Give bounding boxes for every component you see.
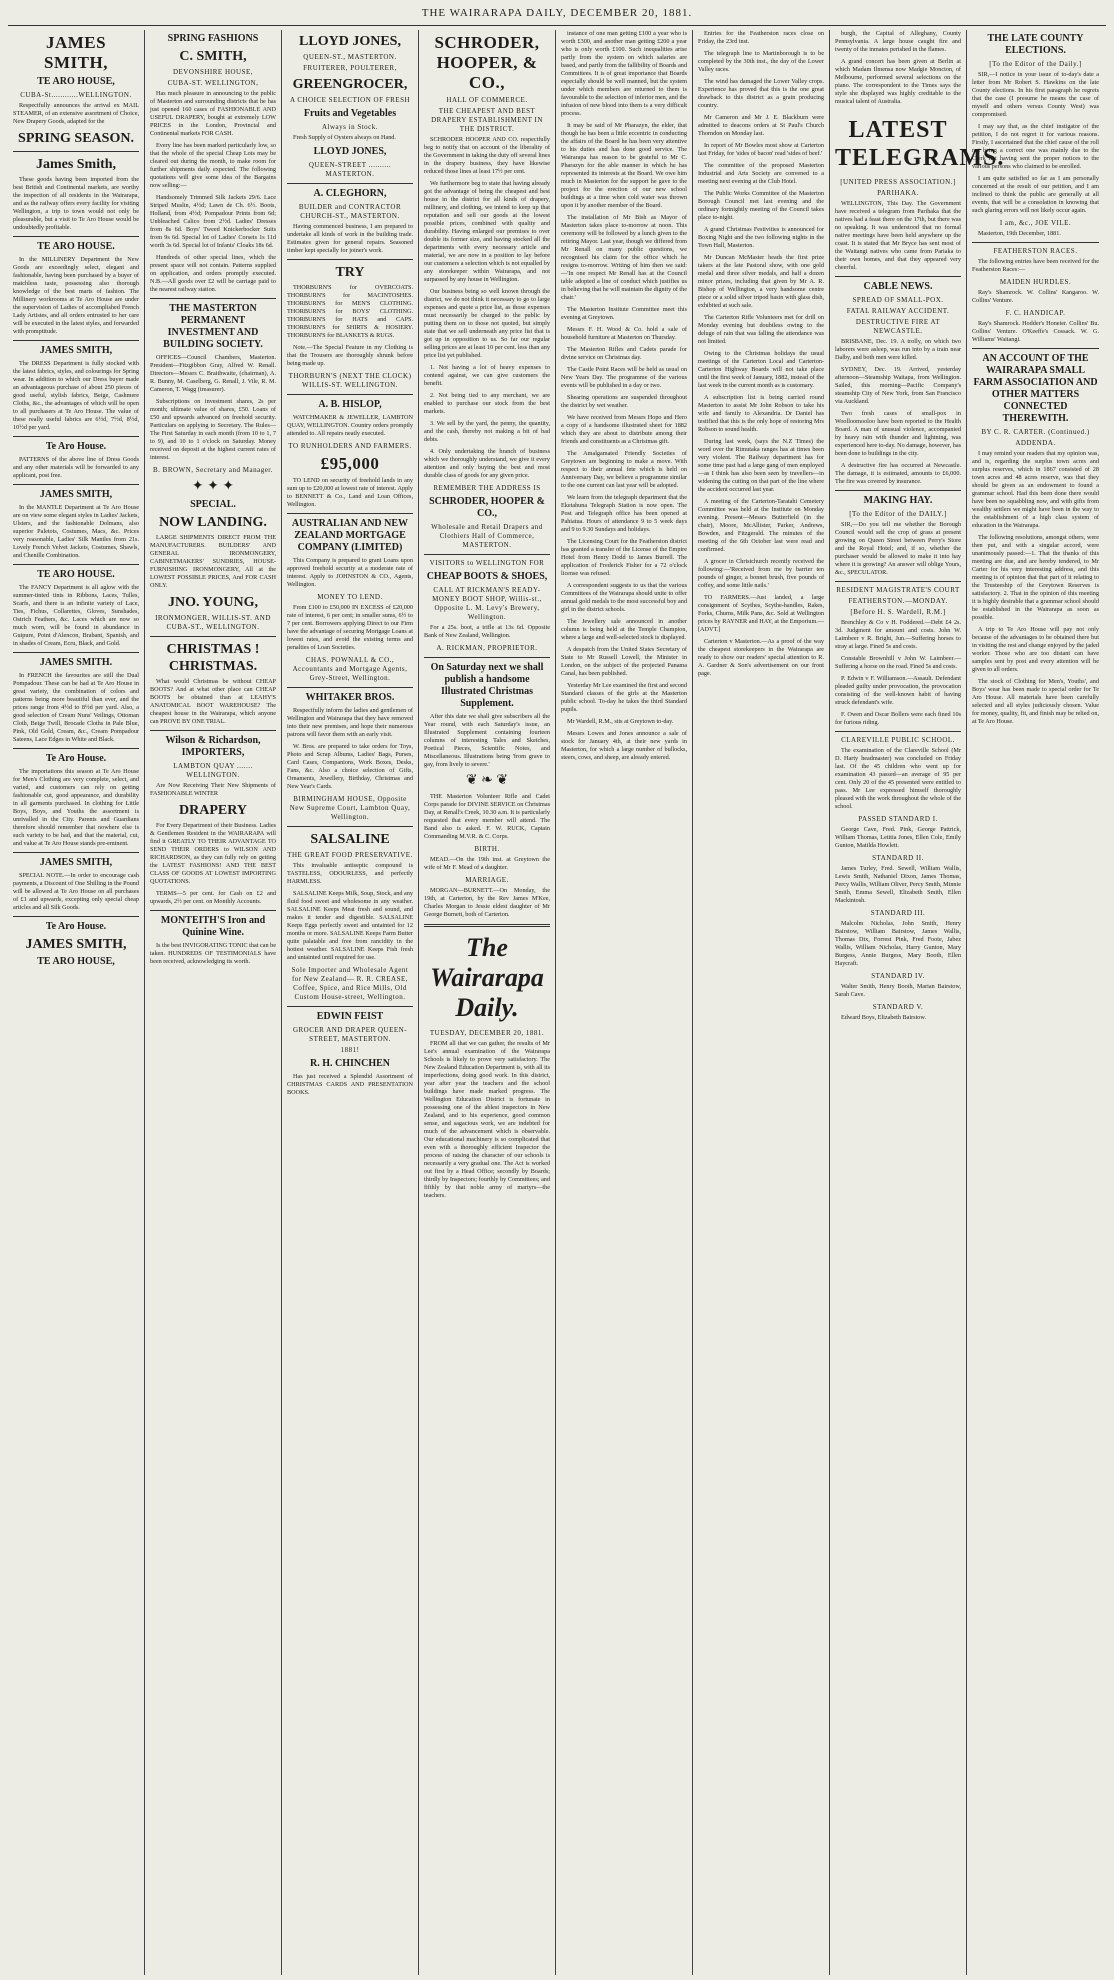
section-heading: SPRING FASHIONS (167, 33, 259, 44)
article-paragraph: SPECIAL NOTE.—In order to encourage cash payments, a Discount of One Shilling in the Pound will be allowed at Te Aro House on all purchases of £1 and upwards, excepting only special cheap articles and all Silk Goods. (13, 872, 139, 911)
caption-line: A. RICKMAN, PROPRIETOR. (436, 644, 538, 652)
article-paragraph: In FRENCH the favourites are still the Dual Pompadour. These can be had at Te Aro House in great variety, the combination of colors and patterns being more beautiful than ever, and the prices range from 4½d to 8½d per yard. Also, a good selection of Cream Nuns' Veilings, Ottoman Cloth, Beige Twill, Brocade Cloths in Pale Blue, Pink, Old Gold, Cream, &c., Cream Pompadour Sateens, Lace Edges in White and Black. (13, 672, 139, 743)
article-paragraph: The DRESS Department is fully stocked with the latest fabrics, styles, and colourings for Spring wear. In addition to which our Dress buyer made an advantageous purchase of about 250 pieces of good useful, stylish fabrics, Beige, Cashmere Cloths, &c., the advantages of which will be open to all purchasers at Te Aro House. The value of these really useful fabrics are 6½d, 7½d, 8½d, 10½d per yard. (13, 360, 139, 431)
column-rule (287, 259, 413, 260)
caption-line: GROCER AND DRAPER QUEEN-STREET, MASTERTON. (292, 1026, 408, 1043)
section-heading: MONTEITH'S Iron and Quinine Wine. (160, 915, 266, 938)
article-paragraph: I am quite satisfied so far as I am personally concerned at the result of our petition, and I am inclined to think the public are generally at all events, that will be a consolation in knowing that such glaring errors will not likely occur again. (972, 175, 1099, 214)
column-rule (13, 340, 139, 341)
article-paragraph: A grand Christmas Festivities is announced for Boxing Night and the two following nights in the Town Hall, Masterton. (698, 226, 824, 249)
column-rule (835, 490, 961, 491)
column-rule (287, 394, 413, 395)
caption-line: FRUITERER, POULTERER, (303, 64, 397, 72)
subheadline: JAMES SMITH, (25, 937, 127, 952)
caption-line: F. C. HANDICAP. (1005, 309, 1066, 317)
caption-line: BIRMINGHAM HOUSE, Opposite New Supreme Court, Lambton Quay, Wellington. (289, 795, 411, 821)
column-rule (13, 564, 139, 565)
column-rule (13, 916, 139, 917)
article-paragraph: The FANCY Department is all aglow with the summer-tinted tints in Ribbons, Laces, Tulles, Scarfs, and there is an infinite variety of Lace, Ties, Fichus, Collarettes, Gloves, Sunshades, Ostrich Feathers, &c. Laces which are now so much worn, will be found in abundance in Guipure, Point d'Alencon, Brabant, Spanish, and in shades of Cream, Ecru, Black, and Gold. (13, 584, 139, 647)
column-8 (967, 30, 1104, 1975)
subheadline: NOW LANDING. (159, 515, 267, 530)
caption-line: PARIHAKA. (877, 189, 919, 197)
section-heading: CHEAP BOOTS & SHOES, (426, 571, 548, 582)
article-paragraph: Malcolm Nicholas, John Smith, Henry Bairstow, William Bairstow, James Wallis, Thomas Dix, Forrest Pink, Fred Foote, Jabez Wallis, William Nicholas, Harry Gunton, Mary Burgess, Annie Burgess, Mary Booth, Ellen Haycraft. (835, 920, 961, 967)
column-rule (287, 183, 413, 184)
caption-line: [Before H. S. Wardell, R.M.] (850, 608, 946, 616)
subheadline: CHRISTMAS ! CHRISTMAS. (166, 642, 260, 674)
caption-line: FEATHERSTON RACES. (993, 247, 1078, 255)
subheadline: DRAPERY (179, 803, 247, 818)
caption-line: MONEY TO LEND. (317, 593, 383, 601)
caption-line: VISITORS to WELLINGTON FOR (429, 559, 545, 567)
article-paragraph: A grocer in Christchurch recently received the following:—'Received from me by barrier ten pounds of ginger, a bonnet brush, five pounds of coffey, and some little nails.' (698, 558, 824, 589)
article-paragraph: Carterton v Masterton.—As a proof of the way the cheapest storekeepers in the Wairarapa are ready to show our readers' special attention to R. A. Gardner & Son's advertisement on our front page. (698, 638, 824, 677)
caption-line: LAMBTON QUAY ....... WELLINGTON. (173, 762, 253, 779)
article-paragraph: Messrs Lowes and Jones announce a sale of stock for January 4th, at their new yards in Masterton, for which a large number of bullocks, steers, cows, and sheep, are already entered. (561, 730, 687, 761)
article-paragraph: Every line has been marked particularly low, so that the whole of the special Cheap Lots may be cleared out during the month, to make room for further shipments daily expected. The following quotations will give some idea of the Bargains now selling:— (150, 142, 276, 189)
column-rule (13, 652, 139, 653)
article-paragraph: The Masterton Institute Committee meet this evening at Greytown. (561, 306, 687, 321)
article-paragraph: A meeting of the Carterton-Taratahi Cemetery Committee was held at the Institute on Monday evening. Present—Messrs Butterfield (in the chair), Moore, McAllister, Parker, Andrews, Bowden, and Fitzgerald. The minutes of the meeting of the 6th October last were read and confirmed. (698, 498, 824, 553)
column-rule (287, 1006, 413, 1007)
article-paragraph: F. Owen and Oscar Bollers were each fined 10s for furious riding. (835, 711, 961, 726)
caption-line: BUILDER and CONTRACTOR CHURCH-ST., MASTERTON. (298, 203, 402, 220)
column-7 (830, 30, 1005, 1975)
article-paragraph: The installation of Mr Bish as Mayor of Masterton takes place to-morrow at noon. This ceremony will be followed by a lunch given to the retiring Mayor. Last year, though we differed from Mr Renall on many public questions, we recognised his claim for the office which he resigns to-morrow. Writing of him then we said:—'In one respect Mr Renall has at the Council table adopted a line of conduct which justifies us in believing that he will maintain the dignity of the chair.' (561, 214, 687, 301)
article-paragraph: TERMS—5 per cent. for Cash on £2 and upwards, 2½ per cent. on Monthly Accounts. (150, 890, 276, 905)
subheadline: TRY (335, 265, 365, 280)
caption-line: CALL AT RICKMAN'S READY-MONEY BOOT SHOP, Willis-st., Opposite L. M. Levy's Brewery, Wellington. (432, 586, 542, 621)
article-paragraph: Having commenced business, I am prepared to undertake all kinds of work in the building trade. Estimates given for general repairs. Seasoned timber kept specially for joiner's work. (287, 223, 413, 254)
caption-line: STANDARD II. (872, 854, 924, 862)
section-heading: A. CLEGHORN, (313, 188, 387, 199)
article-paragraph: We learn from the telegraph department that the Eketahuna Telegraph Station is now open. The Post and Telegraph office has been opened at Pahiatua. Hours of attendance 9 to 5 week days and 9 to 9.30 Sundays and holidays. (561, 494, 687, 533)
article-paragraph: From £100 to £50,000 IN EXCESS of £20,000 rate of interest, 6 per cent; in smaller sums, 6½ to 7 per cent. Borrowers applying Direct to our Firm have the advantage of securing Mortgage Loans at lowest rates, and avoid the existing terms and penalties of Loan Societies. (287, 604, 413, 651)
article-paragraph: Entries for the Featherston races close on Friday, the 23rd inst. (698, 30, 824, 45)
column-rule (424, 657, 550, 658)
headline: £95,000 (320, 454, 380, 473)
caption-line: SPREAD OF SMALL-POX. (852, 296, 944, 304)
headline: JAMES SMITH, (44, 33, 108, 72)
subheadline: James Smith, (35, 157, 117, 172)
section-heading: THE LATE COUNTY ELECTIONS. (987, 33, 1084, 56)
article-paragraph: 3. We sell by the yard, the penny, the quantity, and the cash, thereby not making a bit of bad debts. (424, 420, 550, 443)
article-paragraph: For Every Department of their Business. Ladies & Gentlemen Resident in the WAIRARAPA will find it GREATLY TO THEIR ADVANTAGE TO SEND THEIR ORDERS to WILSON AND RICHARDSON, as they can fully rely on getting the LATEST FASHIONS! AND THE BEST CLASS OF GOODS AT LOWEST IMPORTING QUOTATIONS. (150, 822, 276, 885)
article-paragraph: The Castle Point Races will be held as usual on New Years Day. The programme of the various events will be published in a day or two. (561, 366, 687, 389)
section-heading: A. B. HISLOP, (318, 399, 382, 410)
article-paragraph: The Public Works Committee of the Masterton Borough Council met last evening and the ordinary fortnightly meeting of the Council takes place to-night. (698, 190, 824, 221)
caption-line: MAIDEN HURDLES. (999, 278, 1072, 286)
masthead: THE WAIRARAPA DAILY, DECEMBER 20, 1881. (421, 7, 693, 19)
article-paragraph: Handsomely Trimmed Silk Jackets 29/6. Lace Striped Muslin, 4½d; Lawn de Ch. 6½. Boots, Holland, from 4½d; Pompadour Prints from 6d; Unbleached Calico from 2½d. Ladies' Dresses from 8s 6d. Boys' Tweed Knickerbocker Suits from 9s 6d. Special lot of Ladies' Corsets 1s 11d worth 3s 6d. Special lot of Infants' Cloaks 18s 6d. (150, 194, 276, 249)
section-heading: JAMES SMITH, (39, 489, 113, 500)
section-heading: Te Aro House. (45, 753, 107, 764)
caption-line: HALL OF COMMERCE. (446, 96, 528, 104)
section-heading: TE ARO HOUSE. (37, 241, 115, 252)
column-rule (13, 236, 139, 237)
caption-line: DEVONSHIRE HOUSE, (172, 68, 254, 76)
caption-line: Wholesale and Retail Drapers and Clothiers Hall of Commerce, MASTERTON. (431, 523, 543, 549)
column-rule (150, 298, 276, 299)
caption-line: Sole Importer and Wholesale Agent for New Zealand— R. R. CREASE, Coffee, Spice, and Rice Mills, Old Custom House-street, Wellington. (291, 966, 409, 1001)
article-paragraph: The telegraph line to Martinborough is to be completed by the 30th inst., the day of the Lower Valley races. (698, 50, 824, 73)
section-heading: TE ARO HOUSE. (37, 569, 115, 580)
column-rule (835, 731, 961, 732)
article-paragraph: P. Edwin v F. Williamson.—Assault. Defendant pleaded guilty under provocation, the provocation consisting of the well-known habit of having struck defendant's wife. (835, 675, 961, 706)
section-heading: MAKING HAY. (863, 495, 933, 506)
caption-line: [UNITED PRESS ASSOCIATION.] (840, 178, 956, 186)
article-paragraph: Walter Smith, Henry Booth, Marian Bairstow, Sarah Cave. (835, 983, 961, 998)
caption-line: TUESDAY, DECEMBER 20, 1881. (429, 1029, 545, 1037)
article-paragraph: A trip to Te Aro House will pay not only because of the advantages to be obtained there but in visiting the rest and change enjoyed by the jaded worker. Those who are too distant can have samples sent by post and every attention will be given to all orders. (972, 626, 1099, 673)
caption-line: CUBA-St............WELLINGTON. (20, 91, 132, 99)
column-6 (693, 30, 830, 1975)
article-paragraph: Shearing operations are suspended throughout the district by wet weather. (561, 394, 687, 409)
article-paragraph: The following resolutions, amongst others, were then put, and with a singular accord, were unanimously passed:—1. That the thanks of this meeting are due, and are hereby tendered, to Mr Carter for his very interesting address, and this meeting is of opinion that that part of it relating to the Trusteeship of the Greytown Reserves is satisfactory. 2. That in the opinion of this meeting it is highly desirable that a grammar school should be established in the Wairarapa as soon as possible. (972, 534, 1099, 621)
article-paragraph: In the MANTLE Department at Te Aro House are on view some elegant styles in Ladies' Jackets, Ulsters, and the fashionable Dolmans, also superior Paletots, Costumes, Macs, &c. Prices very reasonable, Ladies' Silk Mantles from 21s. Lovely French Velvet Jackets, Costumes, Shawls, and Chenille Combination. (13, 504, 139, 559)
section-heading: LLOYD JONES, (313, 146, 387, 157)
article-paragraph: Two fresh cases of small-pox in Woolloomooloo have been reported to the Health Board. A man of unusual violence, accompanied by heavy rain with thunder and lightning, was experienced here to-day. No damage, however, has been done to buildings in the city. (835, 410, 961, 457)
article-paragraph: 2. Not being tied to any merchant, we are enabled to purchase our stock from the best markets. (424, 392, 550, 415)
article-paragraph: I may remind your readers that my opinion was, and is, regarding the surplus town acres and surplus reserves, which in 1867 consisted of 28 town acres and 48 acres reserve, was that they should be given as an endowment to found a grammar school. Had this been done there would have been no squabbling now, and with gifts from wealthy settlers we might have been in the way to the establishment of a high class system of education in the Wairarapa. (972, 450, 1099, 529)
subheadline: GREENGROCER, (292, 77, 408, 92)
article-paragraph: Ray's Shamrock. Hodder's Honeier. Collins' Bu. Collins' Venture. O'Keeffe's Cossack. W. G. Williams' Waitangi. (972, 320, 1099, 343)
article-paragraph: 4. Only undertaking the branch of business which we thoroughly understand, we give it every attention and only buying the best and most durable class of goods for any given price. (424, 448, 550, 479)
section-heading: Te Aro House. (45, 441, 107, 452)
article-paragraph: The Amalgamated Friendly Societies of Greytown are beginning to make a move. With respect to their annual fete which is held on Anniversary Day, we believe a programme similar to the one current can last year will be adopted. (561, 450, 687, 489)
caption-line: THE GREAT FOOD PRESERVATIVE. (287, 851, 413, 859)
article-paragraph: I may say that, as the chief instigator of the petition, I do not regret it for various reasons. Firstly, I ascertained that the chief cause of the roll not being a correct one was mainly due to the Clerk not having sent the proper notices to the various persons who claimed to be enrolled. (972, 123, 1099, 170)
caption-line: I am, &c., JOE VILE. (999, 219, 1072, 227)
article-paragraph: Respectfully announces the arrival ex MAIL STEAMER, of an extensive assortment of Choice, New Drapery Goods, adapted for the (13, 102, 139, 125)
column-3 (282, 30, 419, 1975)
article-paragraph: THE Masterton Volunteer Rifle and Cadet Corps parade for DIVINE SERVICE on Christmas Day, at Renall's Creek, 10.30 a.m. It is particularly requested that every member will attend. The Band also is asked. F. W. RUCK, Captain Commanding M.V.R. & C. Corps. (424, 793, 550, 840)
article-paragraph: What would Christmas be without CHEAP BOOTS? And at what other place can CHEAP BOOTS be obtained than at LEAHY'S ANATOMICAL BOOT WAREHOUSE? The cheapest house in the Wairarapa, which anyone can PROVE BY ONE TRIAL. (150, 678, 276, 725)
column-1 (8, 30, 145, 1975)
article-paragraph: Edward Boys, Elizabeth Bairstow. (841, 1014, 927, 1021)
article-paragraph: THORBURN'S for OVERCOATS. THORBURN'S for MACINTOSHES. THORBURN'S for MEN'S CLOTHING. THORBURN'S for BOYS' CLOTHING. THORBURN'S for HATS and CAPS. THORBURN'S for SHIRTS & HOSIERY. THORBURN'S for BLANKETS & RUGS. (287, 284, 413, 339)
article-paragraph: The wind has damaged the Lower Valley crops. Experience has proved that this is the one great drawback to this district as a grain producing country. (698, 78, 824, 109)
article-paragraph: SYDNEY, Dec. 19. Arrived, yesterday afternoon—Steamship Waitapa, from Wellington. Sailed, this morning—Pacific Company's steamship City of New York, from San Francisco via Auckland. (835, 366, 961, 405)
subheadline: SPRING SEASON. (18, 131, 134, 146)
article-paragraph: This Company is prepared to grant Loans upon approved freehold security at a moderate rate of interest. Apply to JOHNSTON & CO., Agents, Wellington. (287, 557, 413, 588)
article-paragraph: MORGAN—BURNETT.—On Monday, the 19th, at Carterton, by the Rev James M'Kee, Charles Morgan to Jessie eldest daughter of Mr George Burnett, both of Carterton. (424, 887, 550, 918)
section-heading: WHITAKER BROS. (305, 692, 395, 703)
article-paragraph: Yesterday Mr Lee examined the first and second Standard classes of the girls at the Masterton public school. To-day he takes the third Standard pupils. (561, 682, 687, 713)
section-heading: On Saturday next we shall publish a handsome Illustrated Christmas Supplement. (430, 662, 544, 709)
caption-line: Always in Stock. (321, 123, 379, 131)
caption-line: [To the Editor of the Daily.] (989, 60, 1082, 68)
article-paragraph: A subscription list is being carried round Masterton to assist Mr John Robson to take his wife and family to Alexandria. Dr Daniel has testified that this is the only hope of restoring Mrs Robson to sound health. (698, 394, 824, 433)
caption-line: THORBURN'S (NEXT THE CLOCK) WILLIS-ST. WELLINGTON. (288, 372, 412, 389)
caption-line: REMEMBER THE ADDRESS IS (433, 484, 541, 492)
article-paragraph: Mr Duncan McMaster heads the first prize takers at the late Pastoral show, with one gold medal and three silver medals, and half a dozen minor prizes, including that given by Mr A. R. Bishop of Wellington, a very handsome centre piece or a solid silver tripod basin with glass dish, exhibited at such sale. (698, 254, 824, 309)
column-rule (13, 436, 139, 437)
caption-line: DESTRUCTIVE FIRE AT NEWCASTLE. (855, 318, 941, 335)
subheadline: C. SMITH, (179, 49, 247, 64)
ornament: ✦ ✦ ✦ (191, 479, 235, 494)
column-rule (835, 581, 961, 582)
article-paragraph: LARGE SHIPMENTS DIRECT FROM THE MANUFACTURERS. BUILDERS' AND GENERAL IRONMONGERY, CABINETMAKERS' SUNDRIES, HOUSE-FURNISHING IRONMONGERY, All at the LOWEST POSSIBLE PRICES, And FOR CASH ONLY. (150, 534, 276, 589)
article-paragraph: These goods having been imported from the best British and Continental markets, are worthy the inspection of all residents in the Wairarapa, and as the railway offers every facility for visiting Wellington, a trip to town would not only be pleasurable, but a visit to Te Aro House would be undoubtedly profitable. (13, 176, 139, 231)
section-heading: THE MASTERTON PERMANENT INVESTMENT AND BUILDING SOCIETY. (163, 303, 263, 350)
article-paragraph: MEAD.—On the 19th inst. at Greytown the wife of Mr F. Mead of a daughter. (424, 856, 550, 871)
column-5 (556, 30, 693, 1975)
column-rule (287, 826, 413, 827)
article-paragraph: Brenchley & Co v H. Foddered.—Debt £4 2s. 3d. Judgment for amount and costs. John W. Laimbeer v R. Bright, Jun.—Suffering horses to stray at large. Fined 5s and costs. (835, 619, 961, 650)
section-heading: JAMES SMITH. (39, 657, 113, 668)
article-paragraph: In report of Mr Bowles most show at Carterton last Friday, for 'sides of bacon' read 'sides of beef.' (698, 142, 824, 157)
article-paragraph: TO LEND on security of freehold lands in any sum up to £20,000 at lowest rate of interest. Apply to BENNETT & Co., Land and Loan Offices, Wellington. (287, 477, 413, 508)
article-paragraph: 1. Not having a lot of heavy expenses to contend against, we can give customers the benefit. (424, 364, 550, 387)
article-paragraph: A correspondent suggests to us that the various Committees of the Wairarapa should unite to offer annual gold medals to the most successful boy and girl in the district schools. (561, 582, 687, 613)
article-paragraph: Ray's Shamrock. W. Collins' Kangaroo. W. Collins' Venture. (972, 289, 1099, 304)
section-heading: TE ARO HOUSE, (37, 956, 115, 967)
section-heading: EDWIN FEIST (316, 1011, 384, 1022)
section-heading: AUSTRALIAN AND NEW ZEALAND MORTGAGE COMPANY (LIMITED) (291, 518, 409, 553)
caption-line: STANDARD V. (872, 1003, 924, 1011)
subheadline: SALSALINE (310, 832, 390, 847)
masthead-rule (8, 25, 1106, 26)
article-paragraph: Mr Cameron and Mr J. E. Blackburn were admitted to deacons orders at St Paul's Church Thorndon on Monday last. (698, 114, 824, 137)
article-paragraph: Masterton, 19th December, 1881. (978, 230, 1061, 237)
subheadline: LLOYD JONES, (299, 34, 401, 49)
column-4 (419, 30, 556, 1975)
section-heading: SPECIAL. (190, 499, 236, 510)
article-paragraph: WATCHMAKER & JEWELLER, LAMBTON QUAY, WELLINGTON. Country orders promptly attended to. All repairs neatly executed. (287, 414, 413, 437)
article-paragraph: During last week, (says the N.Z Times) the word over the Rimutaka ranges has at times been very violent. The Railway department has for some time past had a large gang of men employed—as I think has also been seen by travellers—in widening the cutting on that part of the line where the accident occurred last year. (698, 438, 824, 493)
article-paragraph: OFFICES—Council Chambers, Masterton. President—Fitzgibbon Gray, Alfred W. Renall. Directors—Messrs C. Braithwaite, (chairman), A. R. Bunny, M. Caselberg, G. Renall, J. Vile, R. M. Cameron, T. Wagg (treasurer). (150, 354, 276, 393)
caption-line: A CHOICE SELECTION OF FRESH (289, 96, 411, 104)
article-paragraph: WELLINGTON, This Day. The Government have received a telegram from Parihaka that the natives had a feast there on the 17th, but there was no speaking. It was understood that no formal native meetings have been held anywhere up the coast. It is stated that Mr Bryce has sent most of the Waitangi natives who came from Pariaka to their own homes, and that they appeared very cheerful. (835, 200, 961, 271)
article-paragraph: We furthermore beg to state that having already got the advantage of being the cheapest and best house in the district for all kinds of drapery, millinery, and clothing, we intend to keep up that reputation and sell our goods at the lowest possible prices, combined with quality and durability. Having enlarged our premises to over double its former size, and having stocked all the departments with every necessary article and material, we are now in a position to lay before our customers a selection which is not equalled by any storekeeper within Wairarapa, and not surpassed by any house in Wellington. (424, 180, 550, 283)
caption-line: THE CHEAPEST AND BEST DRAPERY ESTABLISHMENT IN THE DISTRICT. (431, 107, 543, 133)
article-paragraph: It may be said of Mr Pharazyn, the elder, that though he has been a little eccentric in conducting the affairs of the Board he has been very attentive to his duties and has done good service. The Wairarapa has reason to be grateful to Mr C. Pharazyn for the able manner in which he has represented its interests at the Board. We owe him much in Masterton for the support he gave to the project for the erection of our new school buildings at a time when cold water was thrown upon it by another member of the Board. (561, 122, 687, 209)
column-rule (150, 636, 276, 637)
section-heading: AN ACCOUNT OF THE WAIRARAPA SMALL FARM ASSOCIATION AND OTHER MATTERS CONNECTED THEREWITH. (973, 353, 1098, 424)
caption-line: FATAL RAILWAY ACCIDENT. (846, 307, 950, 315)
article-paragraph: Owing to the Christmas holidays the usual meetings of the Carterton Local and Carterton-Carterton Highway Boards will not take place until the first week of January, 1882, instead of the last week in the current month as is customary. (698, 350, 824, 389)
article-paragraph: SALSALINE Keeps Milk, Soup, Stock, and any fluid food sweet and wholesome in any weather. SALSALINE Keeps Meat fresh and sound, and makes it tender and digestible. SALSALINE Keeps Eggs perfectly sweet and untainted for 12 months or more. SALSALINE Keeps Farm Butter quite palatable and free from rancidity in the hottest weather. SALSALINE Keeps Fish fresh and untainted until required for use. (287, 890, 413, 961)
article-paragraph: Note.—The Special Feature in my Clothing is that the Trousers are thoroughly shrunk before being made up. (287, 344, 413, 367)
article-paragraph: instance of one man getting £100 a year who is worth £300, and another man getting £200 a year who is only worth £100. Such inequalities arise partly from the system on which salaries are based, and partly from the fallibility of Boards and Committees. It is of great importance that Boards especially should be well manned, but the system under which members are returned to them is favourable to the selection of inferior men, and the infusion of new blood into them is a very difficult process. (561, 30, 687, 117)
caption-line: TO RUNHOLDERS AND FARMERS. (288, 442, 412, 450)
caption-line: CUBA-ST. WELLINGTON, (167, 79, 259, 87)
column-rule (13, 151, 139, 152)
column-rule (972, 242, 1099, 243)
caption-line: [To the Editor of the DAILY.] (849, 510, 947, 518)
caption-line: IRONMONGER, WILLIS-ST. AND CUBA-ST., WELLINGTON. (155, 614, 271, 631)
column-rule (150, 730, 276, 731)
article-paragraph: The examination of the Clareville School (Mr D. Harty headmaster) was concluded on Friday last. Of the 45 children who went up for examination 43 passed—an average of 95 per cent. Only 20 of the 45 presented were entitled to pass. Mr Lee expressed himself thoroughly pleased with the work throughout the whole of the school. (835, 747, 961, 810)
article-paragraph: James Turley, Fred. Sewell, William Wallis, Lewis Smith, Nathaniel Dixon, James Thomas, Percy Wallis, William Oliver, Percy Smith, Minnie Smith, Emma Sewell, Elizabeth Smith, Ellen Mackintosh. (835, 865, 961, 904)
article-paragraph: Constable Brownhill v John W. Laimbeer.—Suffering a horse on the road. Fined 5s and costs. (835, 655, 961, 670)
caption-line: QUEEN-STREET .......... MASTERTON. (308, 161, 392, 178)
article-paragraph: This invaluable antiseptic compound is TASTELESS, ODOURLESS, and perfectly HARMLESS. (287, 862, 413, 885)
caption-line: PASSED STANDARD I. (858, 815, 938, 823)
column-rule (287, 687, 413, 688)
article-paragraph: SIR,—Do you tell me whether the Borough Council would sell the crop of grass at present growing on Queen Street between Perry's Store and the Royal Hotel; and, if so, whether the purchaser would be allowed to make it into hay where it is growing? An answer will oblige Yours, &c., SPECULATOR. (835, 521, 961, 576)
column-rule (424, 554, 550, 555)
article-paragraph: Is the best INVIGORATING TONIC that can be taken. HUNDREDS OF TESTIMONIALS have been received, acknowledging its worth. (150, 942, 276, 965)
caption-line: CLAREVILLE PUBLIC SCHOOL. (841, 736, 955, 744)
article-paragraph: A destructive fire has occurred at Newcastle. The damage, it is estimated, amounts to £6,000. The fire was covered by insurance. (835, 462, 961, 485)
article-paragraph: The Licensing Court for the Featherston district has granted a transfer of the License of the Empire Hotel from Henry Dodd to James Burrell. The application of Frederick Fisher for a 72 o'clock license was refused. (561, 538, 687, 577)
article-paragraph: Has just received a Splendid Assortment of CHRISTMAS CARDS AND PRESENTATION BOOKS. (287, 1073, 413, 1096)
article-paragraph: PATTERNS of the above line of Dress Goods and any other materials will be forwarded to any applicant, post free. (13, 456, 139, 479)
caption-line: QUEEN-ST., MASTERTON. (303, 53, 397, 61)
column-rule (13, 748, 139, 749)
column-rule (13, 484, 139, 485)
headline: SCHRODER, HOOPER, & CO., (434, 33, 540, 92)
section-heading: CABLE NEWS. (863, 281, 933, 292)
article-paragraph: The Carterton Rifle Volunteers met for drill on Monday evening but doubtless owing to the deluge of rain that was falling the attendance was not limited. (698, 314, 824, 345)
column-rule (424, 924, 550, 927)
section-heading: TE ARO HOUSE, (37, 76, 115, 87)
article-paragraph: We have received from Messrs Hopo and Hero a copy of a handsome illustrated sheet for 1882 which they are about to distribute among their friends and constituents as a Christmas gift. (561, 414, 687, 445)
article-paragraph: FROM all that we can gather, the results of Mr Lee's annual examination of the Wairarapa Schools is likely to prove very satisfactory. The New Zealand Education Department is, with all its imperfections, doing good work. In this district, year after year the teachers and the school buildings have made marked progress. The Wellington Education District is fortunate in possessing one of the ablest inspectors in New Zealand, and to his experience, good common sense, and sagacious work, we are indebted for much of the advancement which is observable. Our educational machinery is so complicated that even with a thoroughly efficient Inspector the process of raising the character of our schools is necessarily a very gradual one. The Act is worked out first by a Head Office; secondly by Boards; thirdly by Inspectors; fourthly by Committees; and fifthly by that noble army of martyrs—the teachers. (424, 1040, 550, 1199)
article-paragraph: SIR,—I notice in your issue of to-day's date a letter from Mr Robert S. Hawkins on the late County elections. In his first paragraph he regrets that the case (I presume he means the case of myself and others versus County West) was compromised. (972, 71, 1099, 118)
article-paragraph: The following entries have been received for the Featherston Races:— (972, 258, 1099, 273)
article-paragraph: In the MILLINERY Department the New Goods are exceedingly select, elegant and fashionable, having been purchased by a buyer of matchless taste, possessing also thorough knowledge of the best marts of fashion. The Millinery workrooms at Te Aro House are under the supervision of Ladies of accomplished French Lady Artistes, and all orders entrusted to her care will be executed in the latest styles, and forwarded with promptitude. (13, 256, 139, 335)
caption-line: STANDARD IV. (871, 972, 925, 980)
article-paragraph: W. Bros. are prepared to take orders for Toys, Photo and Scrap Albums, Ladies' Bags, Purses, Card Cases, Companions, Work Boxes, Desks, Fans, &c. Also a choice selection of Gifts, Ornaments, Jewellery, Birthday, Christmas and New Year's Cards. (287, 743, 413, 790)
section-heading: SCHRODER, HOOPER & CO., (429, 496, 545, 519)
column-2 (145, 30, 282, 1975)
caption-line: MARRIAGE. (465, 876, 509, 884)
caption-line: 1881! (340, 1046, 360, 1054)
section-heading: JAMES SMITH, (39, 857, 113, 868)
article-paragraph: Our business being so well known through the district, we do not think it necessary to go to large expenses and quote a price list, as those expenses must necessarily be charged to the public by putting them on to those not quoted, but simply state that we sell underneath any price list that is got up in opposition to us. So far our regular selling prices are at least 10 per cent. less than any price list yet published. (424, 288, 550, 359)
column-rule (972, 348, 1099, 349)
article-paragraph: Respectfully inform the ladies and gentlemen of Wellington and Wairarapa that they have removed into their new premises, and hope their numerous patrons will favor them with an early visit. (287, 707, 413, 738)
caption-line: FEATHERSTON.—MONDAY. (848, 597, 948, 605)
section-heading: R. H. CHINCHEN (309, 1058, 390, 1069)
caption-line: BIRTH. (474, 845, 500, 853)
column-rule (287, 513, 413, 514)
article-paragraph: The Masterton Rifles and Cadets parade for divine service on Christmas day. (561, 346, 687, 361)
caption-line: ADDENDA. (1015, 439, 1056, 447)
article-paragraph: Hundreds of other special lines, which the present space will not contain. Patterns supplied on application, and orders promptly executed. N.B.—All goods over £2 will be carriage paid to the nearest railway station. (150, 254, 276, 293)
article-paragraph: Has much pleasure in announcing to the public of Masterton and surrounding districts that he has just opened 160 cases of FASHIONABLE AND USEFUL DRAPERY, bought at extremely LOW PRICES in the London, Provincial and Continental markets FOR CASH. (150, 90, 276, 137)
article-paragraph: SCHRODER HOOPER AND CO. respectfully beg to notify that on account of the liberality of the Government in taking the duty off several lines in the drapery business, they have likewise reduced those lines at least 17½ per cent. (424, 136, 551, 175)
subheadline: JNO. YOUNG, (167, 595, 259, 610)
section-heading: Fruits and Vegetables (303, 108, 397, 119)
article-paragraph: After this date we shall give subscribers all the Year round, with each Saturday's issue, an Illustrated Supplement containing fourteen columns of interesting Tales and Sketches, Poetical Pieces, Scientific Notes, and Miscellaneous. Illustrations being 'from grave to gay, from lively to severe.' (424, 713, 550, 768)
article-paragraph: The Jewellery sale announced in another column is being held at the Temple Champion, where a large and well-selected stock is displayed. (561, 618, 687, 641)
article-paragraph: A grand concert has been given at Berlin at which Madam Ilmensa now Madgie Moncton, of Melbourne, performed several selections on the piano. The correspondent to the Times says the style she displayed was highly creditable to the musical talent of Australia. (835, 58, 961, 105)
section-heading: JAMES SMITH, (39, 345, 113, 356)
telegrams-heading: LATEST TELEGRAMS. (835, 117, 1005, 171)
column-rule (835, 276, 961, 277)
article-paragraph: BRISBANE, Dec. 19. A trolly, on which two laborers were asleep, was run into by a train near Dalby, and both men were killed. (835, 338, 961, 361)
caption-line: BY C. R. CARTER. (Continued.) (981, 428, 1090, 436)
caption-line: CHAS. POWNALL & CO., Accountants and Mortgage Agents, Grey-Street, Wellington. (292, 656, 408, 682)
article-paragraph: George Cave, Fred. Pink, George Pattrick, William Thomas, Letitia Jones, Ellen Cole, Emily Gunton, Matilda Howlett. (835, 826, 961, 849)
article-paragraph: The committee of the proposed Masterton Industrial and Arts Society are convened to a meeting next evening at the Club Hotel. (698, 162, 824, 185)
article-paragraph: Subscriptions on investment shares, 2s per month; ultimate value of shares, £50. Loans of £50 and upwards advanced on freehold security. Particulars on applying to Secretary. The Rules—The First Saturday in each month (from 10 to 1, 7 to 9), and 10 to 1 o'clock on Saturday. Money received on deposit at the highest current rates of interest. (150, 398, 276, 461)
article-paragraph: For a 25s. boot, a trifle at 13s 6d. Opposite Bank of New Zealand, Wellington. (424, 624, 550, 639)
article-paragraph: The importations this season at Te Aro House for Men's Clothing are very complete, select, and varied, and customers can rely on getting fashionable cut, good appearance, and durability in all garments purchased. In clothing for Little Boys, Boys, and Youths the assortment is unrivalled in the City. Parents and Guardians therefore should remember that nowhere else is such variety to be had, and that the material, cut, and value at Te Aro House stands pre-eminent. (13, 768, 139, 847)
caption-line: RESIDENT MAGISTRATE'S COURT (836, 586, 960, 594)
article-paragraph: A despatch from the United States Secretary of State to Mr Russell Lowell, the Minister in London, on the subject of the projected Panama Canal, has been published. (561, 646, 687, 677)
article-paragraph: burgh, the Capital of Alleghany, County Pennsylvania. A large house caught fire and twenty of the inmates perished in the flames. (835, 30, 961, 53)
caption-line: STANDARD III. (870, 909, 926, 917)
article-paragraph: TO FARMERS.—Just landed, a large consignment of Scythes, Scythe-handles, Rakes, Forks, Churns, Milk Pans, &c. Sold at Wellington prices by RAYNER and HAY, at the Emporium.—[ADVT.] (698, 594, 824, 633)
column-rule (13, 852, 139, 853)
column-rule (150, 910, 276, 911)
article-paragraph: Messrs F. H. Wood & Co. hold a sale of household furniture at Masterton on Thursday. (561, 326, 687, 341)
article-paragraph: Fresh Supply of Oysters always on Hand. (293, 134, 396, 141)
editorial-title: The Wairarapa Daily. (430, 933, 544, 1022)
section-heading: Te Aro House. (45, 921, 107, 932)
article-paragraph: Mr Wardell, R.M., sits at Greytown to-day. (567, 718, 674, 725)
caption-line: B. BROWN, Secretary and Manager. (153, 466, 273, 474)
columns-container (8, 30, 1106, 1975)
ornament: ❦ ❧ ❦ (465, 773, 509, 788)
section-heading: Wilson & Richardson, IMPORTERS, (165, 735, 261, 758)
article-paragraph: The stock of Clothing for Men's, Youths', and Boys' wear has been made to special order for Te Aro House. All materials have been carefully selected and all styles judiciously chosen. Value for money, quality, fit, and finish may be relied on, at Te Aro House. (972, 678, 1099, 725)
article-paragraph: Are Now Receiving Their New Shipments of FASHIONABLE WINTER (150, 782, 276, 797)
